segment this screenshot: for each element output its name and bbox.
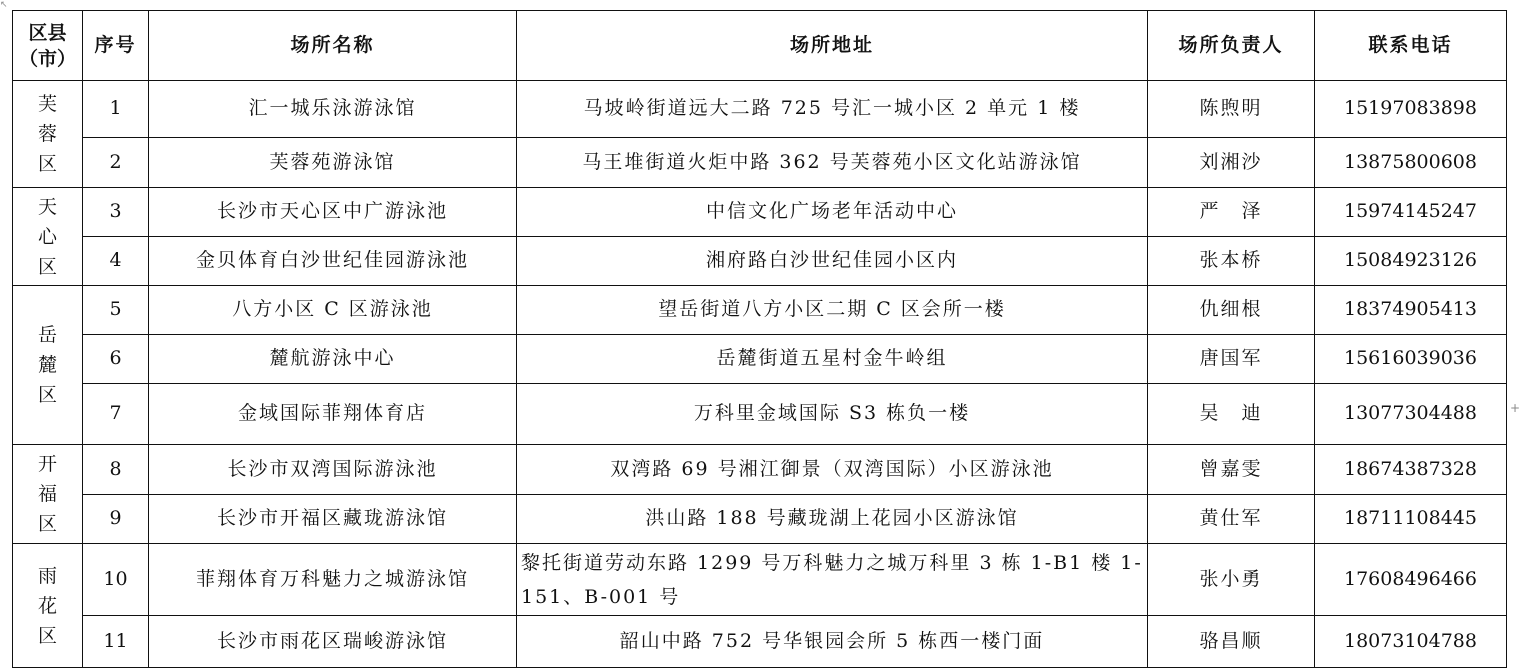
table-row [13,138,1507,188]
address-cell: 马坡岭街道远大二路 725 号汇一城小区 2 单元 1 楼 [517,81,1148,138]
table-row [13,544,1507,616]
header-district [13,11,83,81]
phone-cell: 15084923126 [1315,237,1507,286]
address-cell: 黎托街道劳动东路 1299 号万科魅力之城万科里 3 栋 1-B1 楼 1-151、B-001 号 [517,544,1148,616]
seq-cell: 3 [83,188,149,237]
table-body [13,81,1507,668]
venue-name-cell: 金域国际菲翔体育店 [149,384,517,445]
venue-name-cell: 金贝体育白沙世纪佳园游泳池 [149,237,517,286]
seq-cell: 6 [83,335,149,384]
seq-cell: 8 [83,445,149,495]
manager-cell: 吴 迪 [1148,384,1315,445]
header-seq: 序号 [83,11,149,81]
venue-name-cell: 菲翔体育万科魅力之城游泳馆 [149,544,517,616]
address-cell: 双湾路 69 号湘江御景（双湾国际）小区游泳池 [517,445,1148,495]
district-char: 麓 [37,354,57,376]
venue-name-cell: 汇一城乐泳游泳馆 [149,81,517,138]
manager-cell: 骆昌顺 [1148,616,1315,668]
table-row [13,445,1507,495]
manager-cell: 黄仕军 [1148,495,1315,544]
seq-cell: 5 [83,286,149,335]
address-cell: 马王堆街道火炬中路 362 号芙蓉苑小区文化站游泳馆 [517,138,1148,188]
district-char: 区 [37,513,57,535]
phone-cell: 18073104788 [1315,616,1507,668]
district-char: 区 [37,624,57,647]
header-district-line1: 区县 [28,21,67,44]
header-district-line2: （市） [18,47,76,70]
address-cell: 万科里金域国际 S3 栋负一楼 [517,384,1148,445]
table-row [13,188,1507,237]
seq-cell: 7 [83,384,149,445]
phone-cell: 17608496466 [1315,544,1507,616]
add-icon[interactable]: + [1509,401,1520,415]
district-char: 岳 [37,324,57,346]
district-cell [13,188,83,286]
manager-cell: 严 泽 [1148,188,1315,237]
manager-cell: 陈煦明 [1148,81,1315,138]
seq-cell: 1 [83,81,149,138]
district-char: 区 [37,255,57,278]
table-row [13,335,1507,384]
phone-cell: 13077304488 [1315,384,1507,445]
phone-cell: 18674387328 [1315,445,1507,495]
address-cell: 中信文化广场老年活动中心 [517,188,1148,237]
phone-cell: 18711108445 [1315,495,1507,544]
phone-cell: 15197083898 [1315,81,1507,138]
manager-cell: 唐国军 [1148,335,1315,384]
district-char: 芙 [37,93,57,115]
district-cell [13,544,83,668]
table-row [13,495,1507,544]
manager-cell: 刘湘沙 [1148,138,1315,188]
venue-name-cell: 八方小区 C 区游泳池 [149,286,517,335]
header-address: 场所地址 [517,11,1148,81]
phone-cell: 15616039036 [1315,335,1507,384]
seq-cell: 4 [83,237,149,286]
venue-name-cell: 长沙市双湾国际游泳池 [149,445,517,495]
phone-cell: 18374905413 [1315,286,1507,335]
table-row [13,286,1507,335]
venue-name-cell: 芙蓉苑游泳馆 [149,138,517,188]
seq-cell: 2 [83,138,149,188]
phone-cell: 13875800608 [1315,138,1507,188]
seq-cell: 11 [83,616,149,668]
table-row [13,616,1507,668]
address-cell: 望岳街道八方小区二期 C 区会所一楼 [517,286,1148,335]
table-row [13,384,1507,445]
swimming-venue-table [12,10,1507,668]
address-cell: 湘府路白沙世纪佳园小区内 [517,237,1148,286]
venue-name-cell: 长沙市天心区中广游泳池 [149,188,517,237]
manager-cell: 张小勇 [1148,544,1315,616]
venue-name-cell: 长沙市开福区藏珑游泳馆 [149,495,517,544]
header-venue: 场所名称 [149,11,517,81]
district-cell [13,445,83,544]
corner-marker-icon: ↖ [0,0,8,10]
district-char: 蓉 [37,123,57,145]
manager-cell: 仇细根 [1148,286,1315,335]
district-char: 天 [37,195,57,218]
district-cell [13,81,83,188]
header-row [13,11,1507,81]
table-row [13,81,1507,138]
district-cell [13,286,83,445]
address-cell: 岳麓街道五星村金牛岭组 [517,335,1148,384]
header-phone: 联系电话 [1315,11,1507,81]
district-char: 花 [37,594,57,617]
district-char: 福 [37,483,57,505]
venue-name-cell: 麓航游泳中心 [149,335,517,384]
district-char: 开 [37,453,57,475]
district-char: 区 [37,384,57,406]
manager-cell: 张本桥 [1148,237,1315,286]
district-char: 心 [37,225,57,248]
address-cell: 洪山路 188 号藏珑湖上花园小区游泳馆 [517,495,1148,544]
seq-cell: 9 [83,495,149,544]
district-char: 雨 [37,564,57,587]
venue-name-cell: 长沙市雨花区瑞峻游泳馆 [149,616,517,668]
seq-cell: 10 [83,544,149,616]
address-cell: 韶山中路 752 号华银园会所 5 栋西一楼门面 [517,616,1148,668]
table-row [13,237,1507,286]
district-char: 区 [37,153,57,175]
header-manager: 场所负责人 [1148,11,1315,81]
manager-cell: 曾嘉雯 [1148,445,1315,495]
phone-cell: 15974145247 [1315,188,1507,237]
